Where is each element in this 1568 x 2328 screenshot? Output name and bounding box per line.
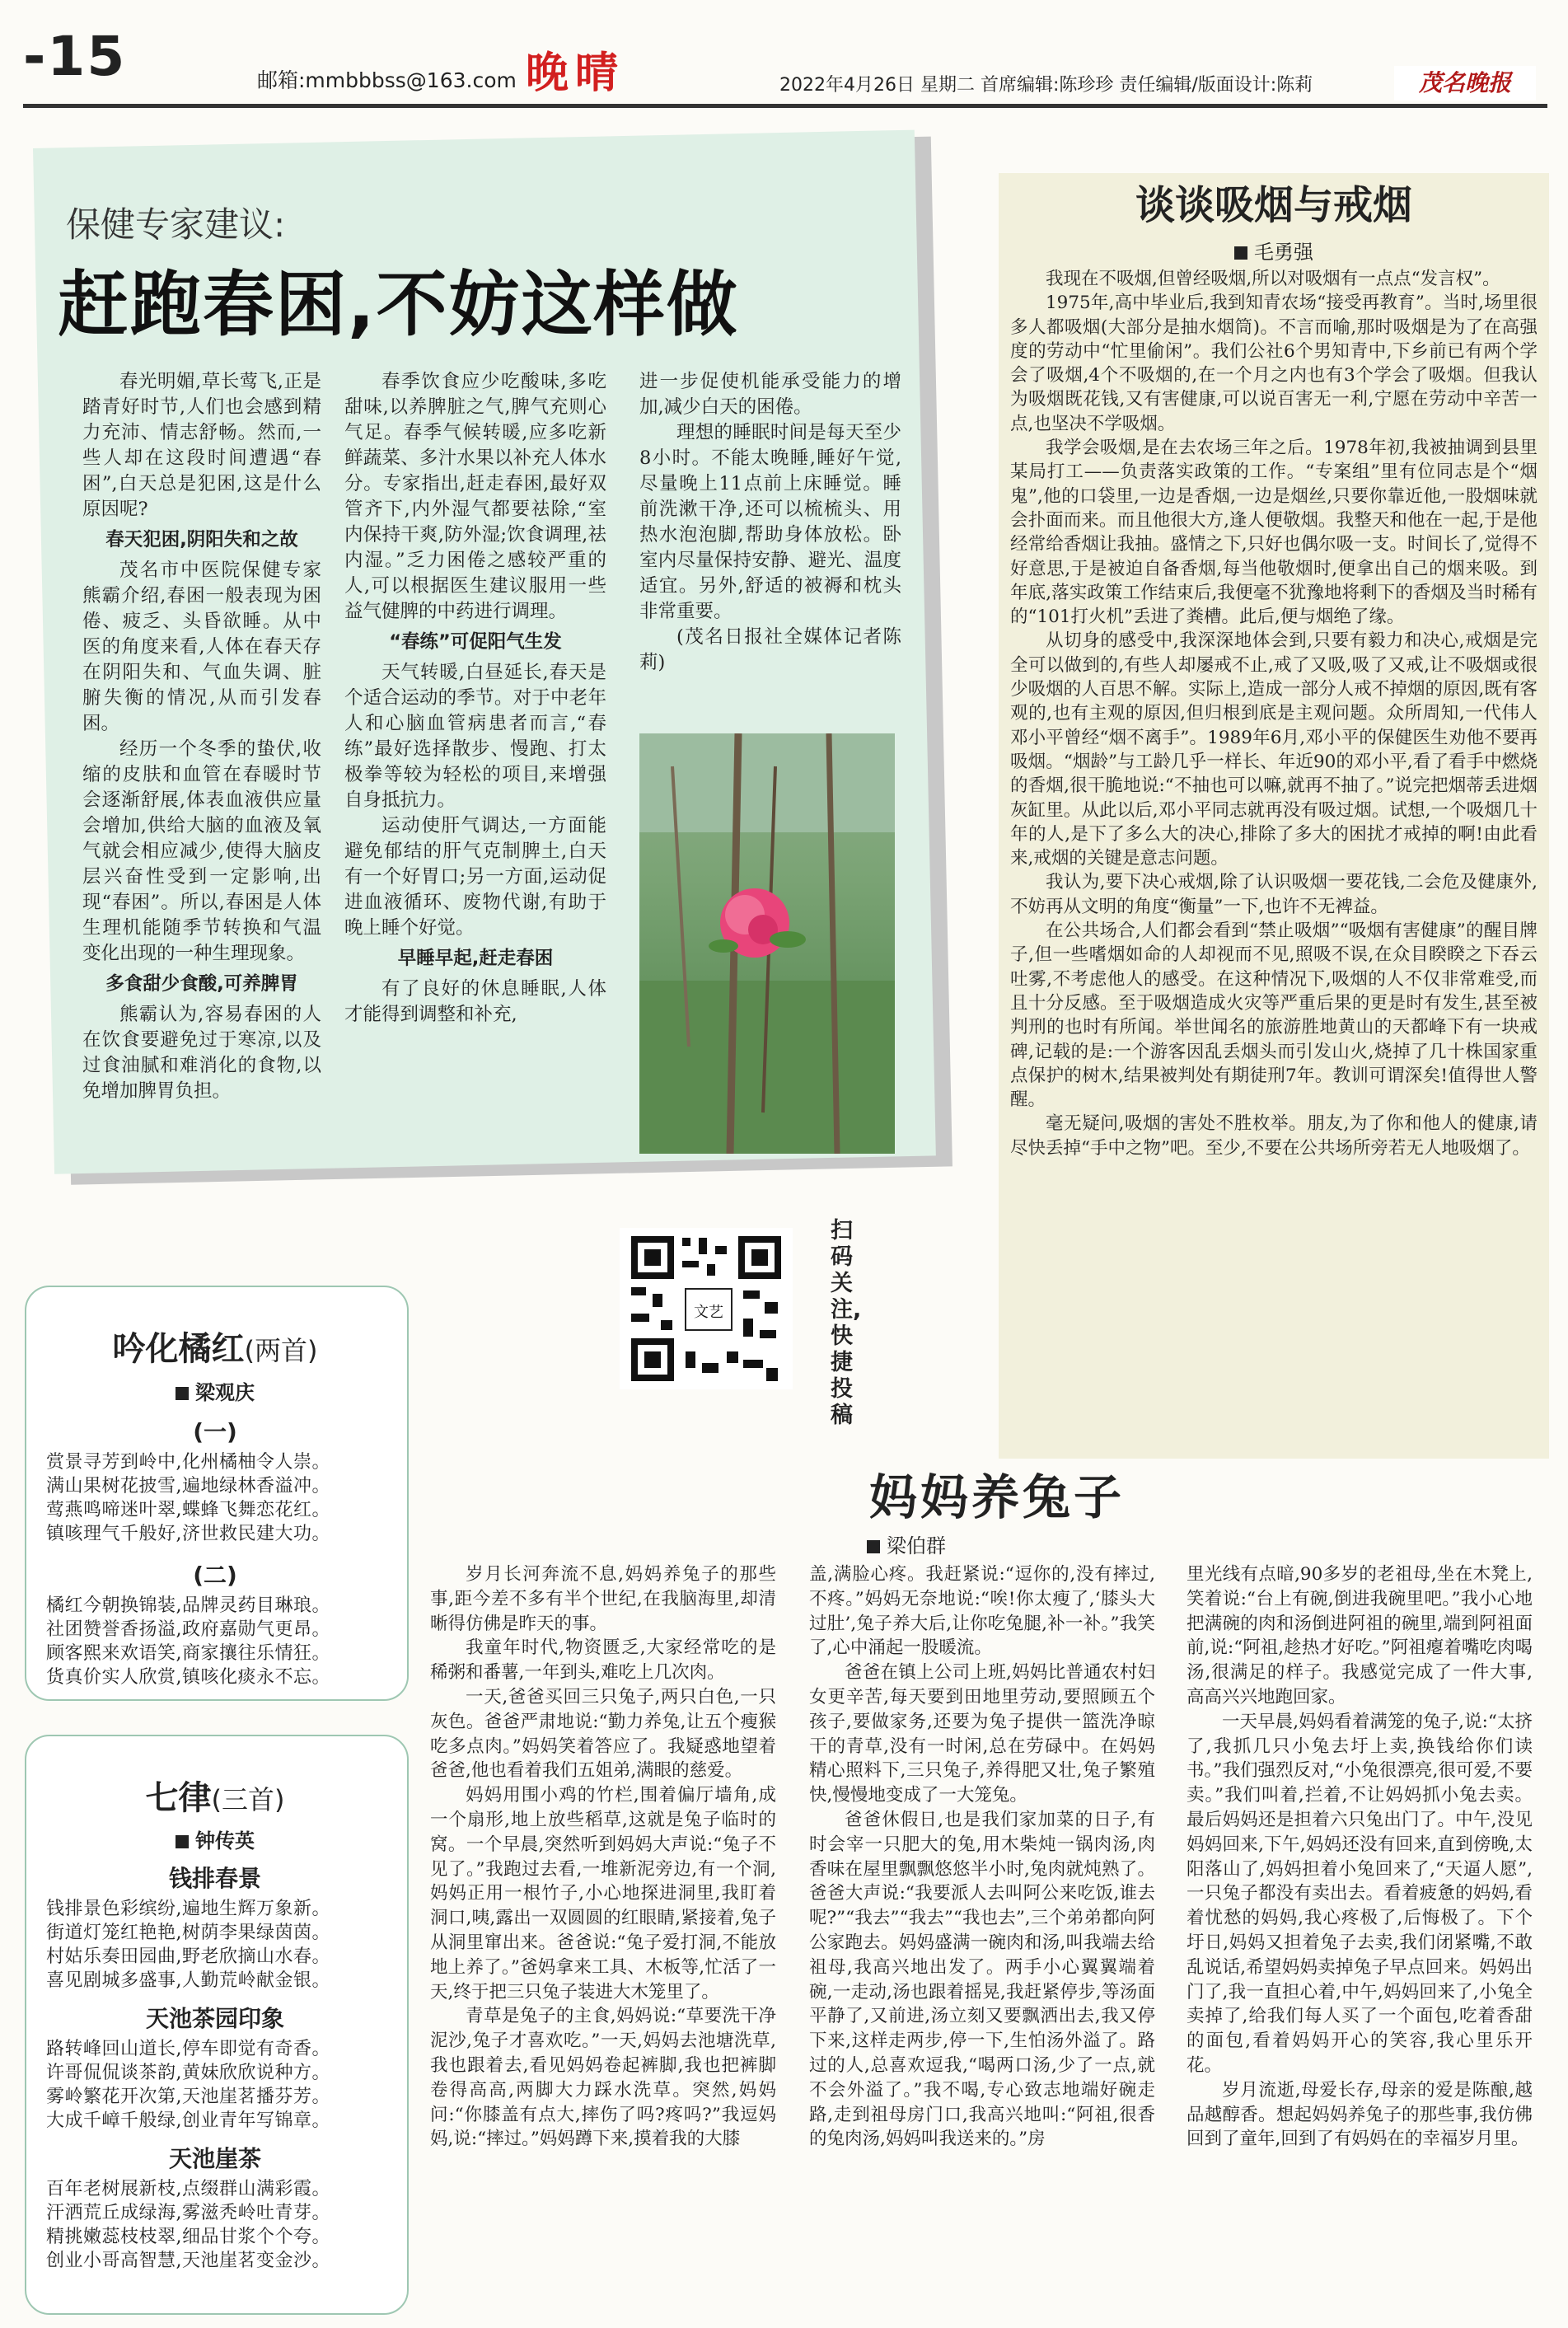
poem-section-title: (一) [193, 1418, 237, 1445]
rabbit-column-2 [809, 1562, 1155, 2152]
paragraph: 在公共场合,人们都会看到“禁止吸烟”“吸烟有害健康”的醒目牌子,但一些嗜烟如命的人却视而不见,照吸不误,在众目睽睽之下吞云吐雾,不考虑他人的感受。在这种情况下,吸烟的人不仅非常难受,而且十分反感。至于吸烟造成火灾等严重后果的更是时有发生,甚至被判刑的也时有所闻。举世闻名的旅游胜地黄山的天都峰下有一块戒碑,记载的是:一个游客因乱丢烟头而引发山火,烧掉了几十株国家重点保护的树木,结果被判处有期徒刑7年。教训可谓深矣!值得世人警醒。 [1010, 920, 1538, 1111]
poem-line: 社团赞誉香扬溢,政府嘉勋气更昂。 [46, 1619, 330, 1640]
paragraph: 熊霸认为,容易春困的人在饮食要避免过于寒凉,以及过食油腻和难消化的食物,以免增加脾胃负担。 [82, 1004, 321, 1102]
paragraph: 天气转暖,白昼延长,春天是个适合运动的季节。对于中老年人和心脑血管病患者而言,“春练”最好选择散步、慢跑、打太极拳等较为轻松的项目,来增强自身抵抗力。 [344, 662, 606, 811]
date-line: 2022年4月26日 星期二 首席编辑:陈珍珍 责任编辑/版面设计:陈莉 [779, 75, 1313, 96]
subheading: 多食甜少食酸,可养脾胃 [105, 973, 298, 995]
poem-line: 路转峰回山道长,停车即觉有奇香。 [46, 2039, 330, 2059]
paragraph: 进一步促使机能承受能力的增加,减少白天的困倦。 [639, 371, 901, 418]
section-logo: 晚晴 [526, 49, 625, 98]
email-address: 邮箱:mmbbbss@163.com [257, 68, 517, 92]
qr-label: 文艺 [694, 1304, 723, 1321]
paragraph: 春季饮食应少吃酸味,多吃甜味,以养脾脏之气,脾气充则心气足。春季气候转暖,应多吃新鲜蔬菜、多汁水果以补充人体水分。专家指出,赶走春困,最好双管齐下,内外湿气都要祛除,“室内保持干爽,防外湿;饮食调理,祛内湿。”乏力困倦之感较严重的人,可以根据医生建议服用一些益气健脾的中药进行调理。 [344, 371, 606, 622]
poem-line: 顾客熙来欢语笑,商家攘往乐情狂。 [46, 1643, 330, 1664]
byline-square-icon [176, 1387, 189, 1400]
poem-section-title: 钱排春景 [168, 1865, 261, 1892]
paragraph: 春光明媚,草长莺飞,正是踏青好时节,人们也会感到精力充沛、情志舒畅。然而,一些人却在这段时间遭遇“春困”,白天总是犯困,这是什么原因呢? [82, 371, 321, 520]
poem-line: 钱排景色彩缤纷,遍地生辉万象新。 [46, 1899, 330, 1919]
paragraph: 我学会吸烟,是在去农场三年之后。1978年初,我被抽调到县里某局打工——负责落实政策的工作。“专案组”里有位同志是个“烟鬼”,他的口袋里,一边是香烟,一边是烟丝,只要你靠近他,一股烟味就会扑面而来。而且他很大方,逢人便敬烟。我整天和他在一起,于是他经常给香烟让我抽。盛情之下,只好也偶尔吸一支。时间长了,觉得不好意思,于是被迫自备香烟,每当他敬烟时,便拿出自己的烟来吸。到年底,落实政策工作结束后,我便毫不犹豫地将剩下的香烟及当时稀有的“101打火机”丢进了粪槽。此后,便与烟绝了缘。 [1010, 438, 1538, 628]
smoking-byline: 毛勇强 [999, 236, 1549, 265]
health-column-1 [82, 369, 321, 1104]
subheading: “春练”可促阳气生发 [389, 631, 562, 653]
qr-code[interactable] [620, 1228, 793, 1389]
poem-section-title: (二) [193, 1562, 237, 1589]
paragraph: 盖,满脸心疼。我赶紧说:“逗你的,没有摔过,不疼。”妈妈无奈地说:“唉!你太瘦了,‘膝头大过肚’,兔子养大后,让你吃兔腿,补一补。”我笑了,心中涌起一股暖流。 [809, 1564, 1155, 1659]
poem1-title: 吟化橘红(两首) [112, 1330, 318, 1368]
paragraph: 岁月长河奔流不息,妈妈养兔子的那些事,距今差不多有半个世纪,在我脑海里,却清晰得仿佛是昨天的事。 [430, 1564, 776, 1634]
header-rule [23, 104, 1547, 108]
subheading: 春天犯困,阴阳失和之故 [105, 529, 298, 550]
subheading: 早睡早起,赶走春困 [397, 948, 554, 969]
smoking-headline: 谈谈吸烟与戒烟 [1135, 182, 1412, 228]
paragraph: 茂名市中医院保健专家熊霸介绍,春困一般表现为困倦、疲乏、头昏欲睡。从中医的角度来看,人体在春天存在阴阳失和、气血失调、脏腑失衡的情况,从而引发春困。 [82, 560, 321, 734]
byline-square-icon [176, 1835, 189, 1848]
paragraph: 岁月流逝,母爱长存,母亲的爱是陈酿,越品越醇香。想起妈妈养兔子的那些事,我仿佛回到了童年,回到了有妈妈在的幸福岁月里。 [1187, 2079, 1533, 2150]
paragraph: 从切身的感受中,我深深地体会到,只要有毅力和决心,戒烟是完全可以做到的,有些人却屡戒不止,戒了又吸,吸了又戒,让不吸烟或很少吸烟的人百思不解。实际上,造成一部分人戒不掉烟的原因,既有客观的,也有主观的原因,但归根到底是主观问题。众所周知,一代伟人邓小平曾经“烟不离手”。1989年6月,邓小平的保健医生劝他不要再吸烟。“烟龄”与工龄几乎一样长、年近90的邓小平,看了看手中燃烧的香烟,很干脆地说:“不抽也可以嘛,就再不抽了。”说完把烟蒂丢进烟灰缸里。从此以后,邓小平同志就再没有吸过烟。试想,一个吸烟几十年的人,是下了多么大的决心,排除了多大的困扰才戒掉的啊!由此看来,戒烟的关键是意志问题。 [1010, 630, 1538, 869]
paragraph: 一天,爸爸买回三只兔子,两只白色,一只灰色。爸爸严肃地说:“勤力养兔,让五个瘦猴吃多点肉。”妈妈笑着答应了。我疑惑地望着爸爸,他也看着我们五姐弟,满眼的慈爱。 [430, 1686, 776, 1782]
poem-line: 精挑嫩蕊枝枝翠,细品甘浆个个夸。 [46, 2227, 330, 2247]
rabbit-headline: 妈妈养兔子 [868, 1469, 1125, 1525]
paragraph: 我童年时代,物资匮乏,大家经常吃的是稀粥和番薯,一年到头,难吃上几次肉。 [430, 1637, 776, 1684]
paragraph: 经历一个冬季的蛰伏,收缩的皮肤和血管在春暖时节会逐渐舒展,体表血液供应量会增加,供给大脑的血液及氧气就会相应减少,使得大脑皮层兴奋性受到一定影响,出现“春困”。所以,春困是人体生理机能随季节转换和气温变化出现的一种生理现象。 [82, 738, 321, 964]
poem-line: 镇咳理气千般好,济世救民建大功。 [46, 1524, 330, 1544]
poem-line: 街道灯笼红艳艳,树荫李果绿茵茵。 [46, 1923, 330, 1943]
poem-line: 货真价实人欣赏,镇咳化痰永不忘。 [46, 1667, 330, 1688]
byline-square-icon [867, 1540, 880, 1553]
poem-line: 大成千嶂千般绿,创业青年写锦章。 [46, 2110, 330, 2131]
poem2-title: 七律(三首) [145, 1779, 285, 1817]
paragraph: 1975年,高中毕业后,我到知青农场“接受再教育”。当时,场里很多人都吸烟(大部分是抽水烟筒)。不言而喻,那时吸烟是为了在高强度的劳动中“忙里偷闲”。我们公社6个男知青中,下乡前已有两个学会了吸烟,4个不吸烟的,在一个月之内也有3个学会了吸烟。但我认为吸烟既花钱,又有害健康,可以说百害无一利,宁愿在劳动中辛苦一点,也坚决不学吸烟。 [1010, 293, 1538, 434]
paragraph: 我认为,要下决心戒烟,除了认识吸烟一要花钱,二会危及健康外,不妨再从文明的角度“衡量”一下,也许不无裨益。 [1010, 872, 1538, 917]
health-headline: 赶跑春困,不妨这样做 [58, 264, 739, 346]
qr-caption: 扫码关注,快捷投稿 [831, 1218, 862, 1428]
health-column-3 [639, 369, 901, 676]
paragraph: 有了良好的休息睡眠,人体才能得到调整和补充, [344, 978, 606, 1025]
poem2-byline: 钟传英 [25, 1824, 405, 1853]
poem-line: 村姑乐奏田园曲,野老欣摘山水春。 [46, 1946, 330, 1967]
poem-line: 赏景寻芳到岭中,化州橘柚令人崇。 [46, 1452, 330, 1473]
paragraph: 我现在不吸烟,但曾经吸烟,所以对吸烟有一点点“发言权”。 [1046, 269, 1500, 289]
flower-photo [639, 733, 895, 1154]
health-kicker: 保健专家建议: [66, 204, 286, 245]
paragraph: (茂名日报社全媒体记者陈莉) [639, 626, 901, 673]
poem-line: 雾岭繁花开次第,天池崖茗播芬芳。 [46, 2087, 330, 2107]
rabbit-column-1 [430, 1562, 776, 2152]
paper-brand-logo: 茂名晚报 [1394, 66, 1536, 101]
paragraph: 一天早晨,妈妈看着满笼的兔子,说:“太挤了,我抓几只小兔去圩上卖,换钱给你们读书。”我们强烈反对,“小兔很漂亮,很可爱,不要卖。”我们叫着,拦着,不让妈妈抓小兔去卖。最后妈妈还是担着六只兔出门了。中午,没见妈妈回来,下午,妈妈还没有回来,直到傍晚,太阳落山了,妈妈担着小兔回来了,“天逼人愿”,一只兔子都没有卖出去。看着疲惫的妈妈,看着忧愁的妈妈,我心疼极了,后悔极了。下个圩日,妈妈又担着兔子去卖,我们闭紧嘴,不敢乱说话,希望妈妈卖掉兔子早点回来。妈妈出门了,我一直担心着,中午,妈妈回来了,小兔全卖掉了,给我们每人买了一个面包,吃着香甜的面包,看着妈妈开心的笑容,我心里乐开花。 [1187, 1711, 1533, 2076]
poem-line: 汗洒荒丘成绿海,雾滋秃岭吐青芽。 [46, 2203, 330, 2223]
poem-line: 喜见剧城多盛事,人勤荒岭献金银。 [46, 1970, 330, 1991]
poem-section-title: 天池崖茶 [168, 2145, 261, 2172]
poem-line: 百年老树展新枝,点缀群山满彩霞。 [46, 2179, 330, 2199]
poem-section-title: 天池茶园印象 [145, 2005, 284, 2032]
rabbit-column-3 [1187, 1562, 1533, 2152]
paragraph: 爸爸休假日,也是我们家加菜的日子,有时会宰一只肥大的兔,用木柴炖一锅肉汤,肉香味在屋里飘飘悠悠半小时,兔肉就炖熟了。爸爸大声说:“我要派人去叫阿公来吃饭,谁去呢?”“我去”“我去”“我也去”,三个弟弟都向阿公家跑去。妈妈盛满一碗肉和汤,叫我端去给祖母,我高兴地出发了。两手小心翼翼端着碗,一走动,汤也跟着摇晃,我赶紧停步,等汤面平静了,又前进,汤立刻又要飘洒出去,我又停下来,这样走两步,停一下,生怕汤外溢了。路过的人,总喜欢逗我,“喝两口汤,少了一点,就不会外溢了。”我不喝,专心致志地端好碗走路,走到祖母房门口,我高兴地叫:“阿祖,很香的兔肉汤,妈妈叫我送来的。”房 [809, 1809, 1155, 2150]
poem-line: 许哥侃侃谈茶韵,黄妹欣欣说种方。 [46, 2063, 330, 2083]
paragraph: 运动使肝气调达,一方面能避免郁结的肝气克制脾土,白天有一个好胃口;另一方面,运动促进血液循环、废物代谢,有助于晚上睡个好觉。 [344, 815, 606, 939]
paragraph: 里光线有点暗,90多岁的老祖母,坐在木凳上,笑着说:“台上有碗,倒进我碗里吧。”我小心地把满碗的肉和汤倒进阿祖的碗里,端到阿祖面前,说:“阿祖,趁热才好吃。”阿祖瘪着嘴吃肉喝汤,很满足的样子。我感觉完成了一件大事,高高兴兴地跑回家。 [1187, 1564, 1533, 1707]
poem1-byline: 梁观庆 [25, 1376, 405, 1405]
poem-line: 创业小哥高智慧,天池崖茗变金沙。 [46, 2251, 330, 2271]
byline-square-icon [1234, 246, 1247, 260]
smoking-body [1010, 267, 1538, 1160]
page-number: -15 [23, 25, 127, 88]
poem-line: 满山果树花披雪,遍地绿林香溢冲。 [46, 1476, 330, 1497]
paragraph: 爸爸在镇上公司上班,妈妈比普通农村妇女更辛苦,每天要到田地里劳动,要照顾五个孩子,要做家务,还要为兔子提供一篮洗净晾干的青草,没有一时闲,总在劳碌中。在妈妈精心照料下,三只兔子,养得肥又壮,兔子繁殖快,慢慢地变成了一大笼兔。 [809, 1662, 1155, 1806]
paragraph: 毫无疑问,吸烟的害处不胜枚举。朋友,为了你和他人的健康,请尽快丢掉“手中之物”吧。至少,不要在公共场所旁若无人地吸烟了。 [1010, 1113, 1538, 1159]
paragraph: 青草是兔子的主食,妈妈说:“草要洗干净泥沙,兔子才喜欢吃。”一天,妈妈去池塘洗草,我也跟着去,看见妈妈卷起裤脚,我也把裤脚卷得高高,两脚大力踩水洗草。突然,妈妈问:“你膝盖有点大,摔伤了吗?疼吗?”我逗妈妈,说:“摔过。”妈妈蹲下来,摸着我的大膝 [430, 2006, 776, 2150]
paragraph: 理想的睡眠时间是每天至少8小时。不能太晚睡,睡好午觉,尽量晚上11点前上床睡觉。睡前洗漱干净,还可以梳梳头、用热水泡泡脚,帮助身体放松。卧室内尽量保持安静、避光、温度适宜。另外,舒适的被褥和枕头非常重要。 [639, 422, 901, 622]
poem-line: 橘红今朝换锦装,品牌灵药目琳琅。 [46, 1595, 330, 1616]
health-column-2 [344, 369, 606, 1028]
paragraph: 妈妈用围小鸡的竹栏,围着偏厅墙角,成一个扇形,地上放些稻草,这就是兔子临时的窝。一个早晨,突然听到妈妈大声说:“兔子不见了。”我跑过去看,一堆新泥旁边,有一个洞,妈妈正用一根竹子,小心地探进洞里,我盯着洞口,咦,露出一双圆圆的红眼睛,紧接着,兔子从洞里窜出来。爸爸说:“兔子爱打洞,不能放地上养了。”爸妈拿来工具、木板等,忙活了一天,终于把三只兔子装进大木笼里了。 [430, 1785, 776, 2002]
rabbit-byline: 梁伯群 [867, 1529, 946, 1558]
poem-line: 莺燕鸣啼迷叶翠,蝶蜂飞舞恋花红。 [46, 1500, 330, 1520]
